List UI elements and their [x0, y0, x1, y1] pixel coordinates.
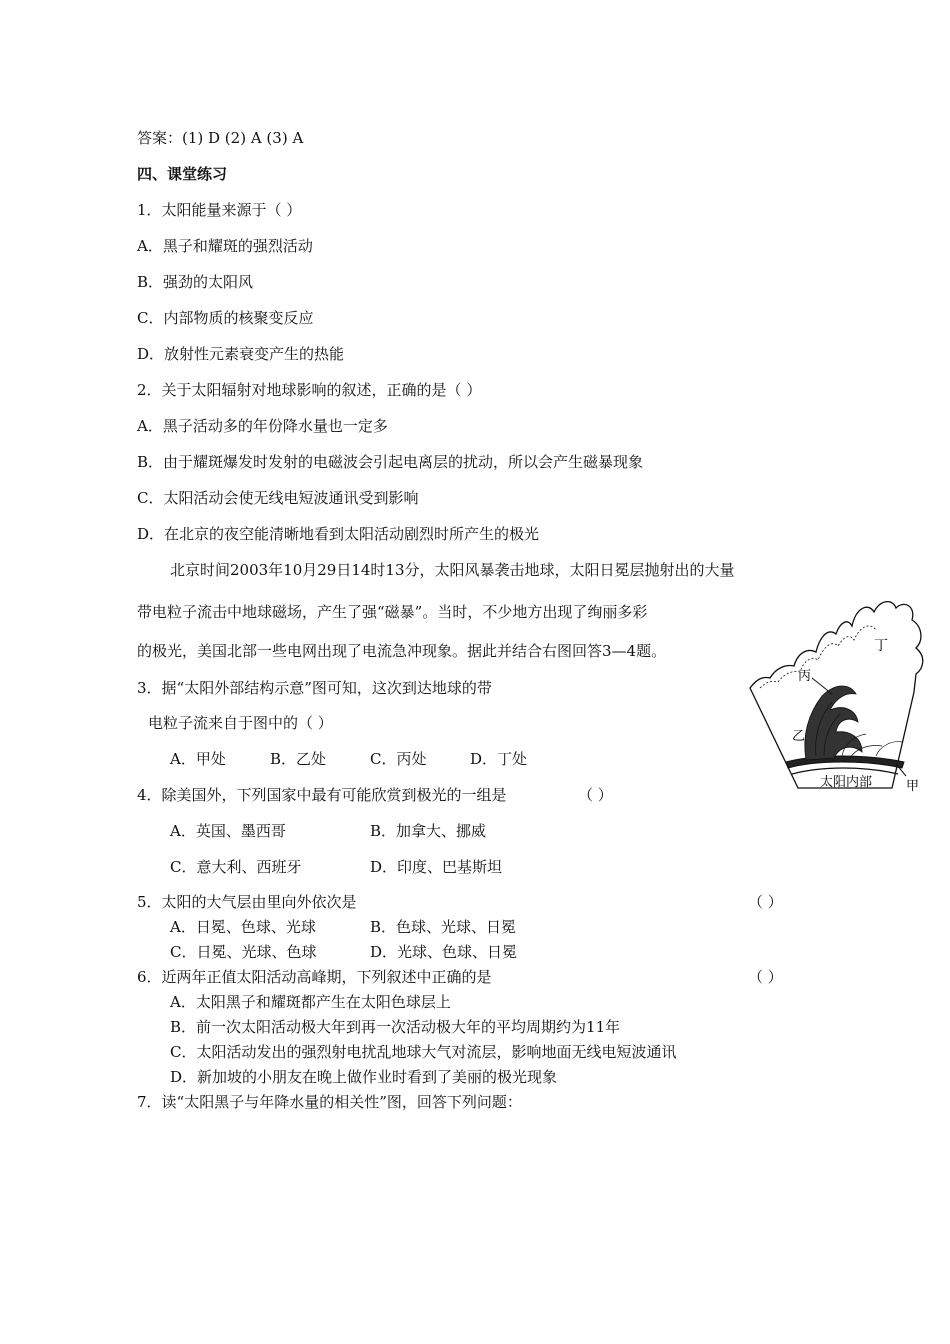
- q5-option-b: B．色球、光球、日冕: [370, 918, 517, 936]
- q1-stem: 1．太阳能量来源于（ ）: [137, 201, 302, 219]
- q1-option-d: D．放射性元素衰变产生的热能: [137, 345, 345, 363]
- label-bing: 丙: [798, 669, 812, 684]
- inner-wavy-line: [760, 626, 876, 688]
- q5-stem: 5．太阳的大气层由里向外依次是: [137, 893, 357, 911]
- q3-option-b: B．乙处: [270, 750, 327, 768]
- chromosphere-arc: [786, 756, 904, 768]
- q7-stem: 7．读“太阳黑子与年降水量的相关性”图，回答下列问题：: [137, 1093, 522, 1111]
- q5-option-d: D．光球、色球、日冕: [370, 943, 518, 961]
- q6-option-d: D．新加坡的小朋友在晚上做作业时看到了美丽的极光现象: [170, 1068, 558, 1086]
- q2-option-b: B．由于耀斑爆发时发射的电磁波会引起电离层的扰动，所以会产生磁暴现象: [137, 453, 644, 471]
- sun-outer-structure-figure: [746, 596, 936, 804]
- q6-stem: 6．近两年正值太阳活动高峰期，下列叙述中正确的是: [137, 968, 492, 986]
- q3-stem-1: 3．据“太阳外部结构示意”图可知，这次到达地球的带: [137, 679, 492, 697]
- q6-option-c: C．太阳活动发出的强烈射电扰乱地球大气对流层，影响地面无线电短波通讯: [170, 1043, 677, 1061]
- q5-option-c: C．日冕、光球、色球: [170, 943, 317, 961]
- q3-option-c: C．丙处: [370, 750, 427, 768]
- q6-paren: （ ）: [748, 968, 783, 986]
- passage-line-1: 北京时间2003年10月29日14时13分，太阳风暴袭击地球，太阳日冕层抛射出的大量: [170, 561, 735, 579]
- prominence-flame: [805, 686, 862, 760]
- q3-stem-2: 电粒子流来自于图中的（ ）: [148, 714, 333, 732]
- q2-option-a: A．黑子活动多的年份降水量也一定多: [137, 417, 388, 435]
- q6-option-a: A．太阳黑子和耀斑都产生在太阳色球层上: [170, 993, 451, 1011]
- q3-option-d: D．丁处: [470, 750, 528, 768]
- q2-option-d: D．在北京的夜空能清晰地看到太阳活动剧烈时所产生的极光: [137, 525, 540, 543]
- q2-option-c: C．太阳活动会使无线电短波通讯受到影响: [137, 489, 419, 507]
- label-jia: 甲: [906, 779, 920, 794]
- q5-paren: （ ）: [748, 893, 783, 911]
- q1-option-c: C．内部物质的核聚变反应: [137, 309, 314, 327]
- q6-option-b: B．前一次太阳活动极大年到再一次活动极大年的平均周期约为11年: [170, 1018, 621, 1036]
- q4-paren: （ ）: [578, 786, 613, 804]
- q1-option-a: A．黑子和耀斑的强烈活动: [137, 237, 313, 255]
- q4-option-c: C．意大利、西班牙: [170, 858, 302, 876]
- q4-option-d: D．印度、巴基斯坦: [370, 858, 503, 876]
- q4-option-a: A．英国、墨西哥: [170, 822, 286, 840]
- section-title: 四、课堂练习: [137, 165, 228, 183]
- q4-option-b: B．加拿大、挪威: [370, 822, 487, 840]
- label-ding: 丁: [874, 638, 888, 654]
- passage-line-3: 的极光，美国北部一些电网出现了电流急冲现象。据此并结合右图回答3—4题。: [137, 642, 667, 660]
- bing-pointer: [812, 678, 832, 694]
- photosphere-arc: [792, 768, 898, 774]
- q2-stem: 2．关于太阳辐射对地球影响的叙述，正确的是（ ）: [137, 381, 482, 399]
- label-yi: 乙: [792, 729, 806, 744]
- q3-option-a: A．甲处: [170, 750, 226, 768]
- q1-option-b: B．强劲的太阳风: [137, 273, 254, 291]
- passage-line-2: 带电粒子流击中地球磁场，产生了强“磁暴”。当时，不少地方出现了绚丽多彩: [137, 603, 648, 621]
- q5-option-a: A．日冕、色球、光球: [170, 918, 316, 936]
- q4-stem: 4．除美国外，下列国家中最有可能欣赏到极光的一组是: [137, 786, 507, 804]
- answer-line: 答案：(1) D (2) A (3) A: [137, 129, 304, 147]
- label-interior: 太阳内部: [820, 775, 873, 790]
